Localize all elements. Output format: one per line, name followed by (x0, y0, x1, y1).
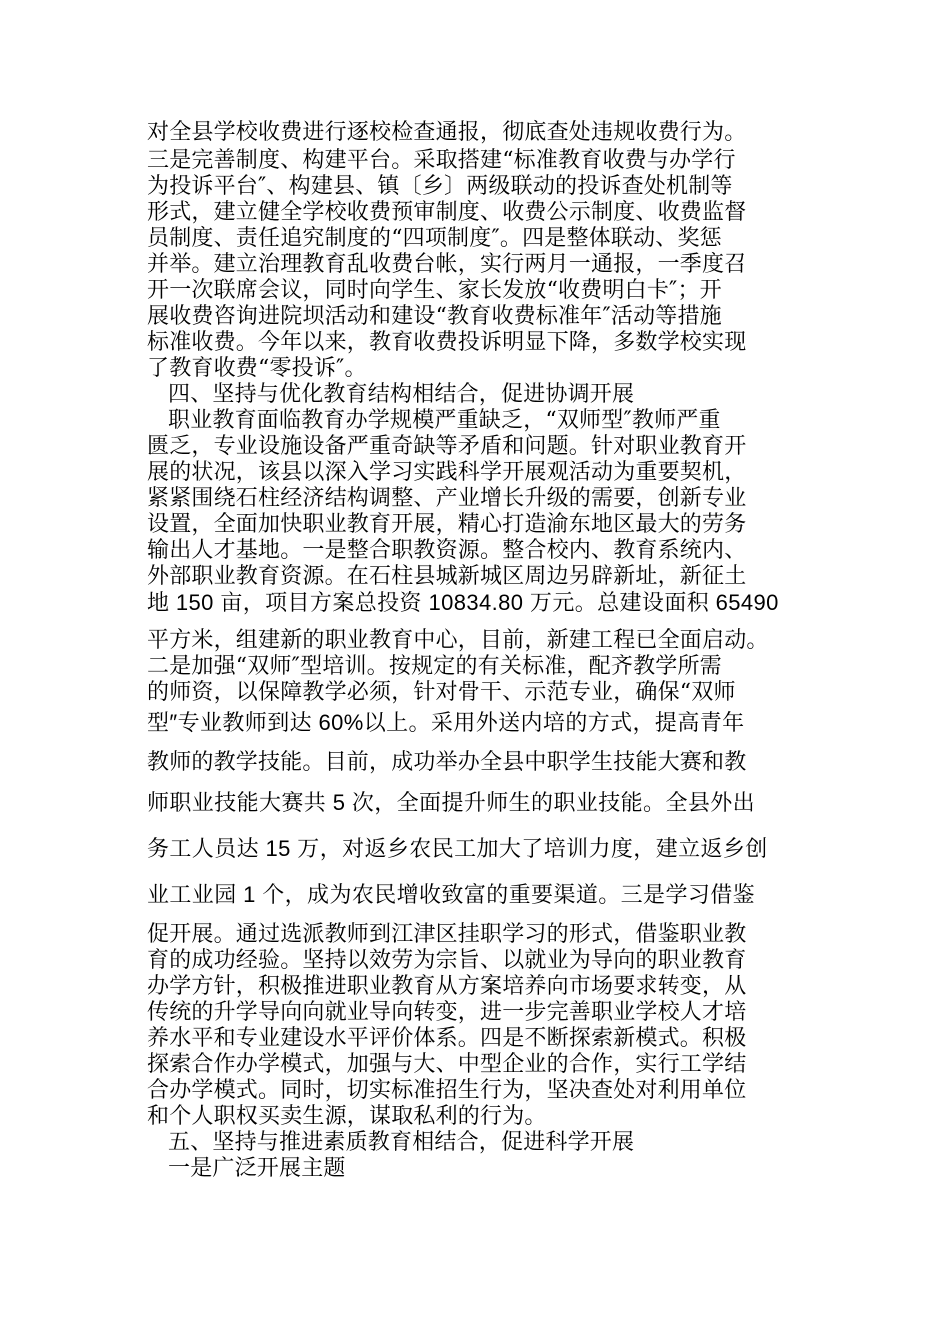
paragraph-line: 促开展。通过选派教师到江津区挂职学习的形式，借鉴职业教 (147, 922, 747, 947)
paragraph-line: 和个人职权买卖生源，谋取私利的行为。 (147, 1104, 547, 1129)
paragraph-line: 务工人员达 15 万，对返乡农民工加大了培训力度，建立返乡创 (147, 836, 768, 861)
paragraph-line: 三是完善制度、构建平台。采取搭建“标准教育收费与办学行 (147, 148, 736, 173)
paragraph-line: 紧紧围绕石柱经济结构调整、产业增长升级的需要，创新专业 (147, 486, 747, 511)
paragraph-line: 对全县学校收费进行逐校检查通报，彻底查处违规收费行为。 (147, 120, 747, 145)
paragraph-line: 并举。建立治理教育乱收费台帐，实行两月一通报，一季度召 (147, 252, 747, 277)
paragraph-line: 合办学模式。同时，切实标准招生行为，坚决查处对利用单位 (147, 1078, 747, 1103)
paragraph-line: 职业教育面临教育办学规模严重缺乏，“双师型″教师严重 (168, 408, 721, 433)
paragraph-line: 平方米，组建新的职业教育中心，目前，新建工程已全面启动。 (147, 628, 769, 653)
paragraph-line: 员制度、责任追究制度的“四项制度″。四是整体联动、奖惩 (147, 226, 722, 251)
paragraph-line: 传统的升学导向向就业导向转变，进一步完善职业学校人才培 (147, 1000, 747, 1025)
paragraph-line: 养水平和专业建设水平评价体系。四是不断探索新模式。积极 (147, 1026, 747, 1051)
paragraph-line: 地 150 亩，项目方案总投资 10834.80 万元。总建设面积 65490 (147, 590, 779, 615)
paragraph-line: 标准收费。今年以来，教育收费投诉明显下降，多数学校实现 (147, 330, 747, 355)
paragraph-line: 的师资，以保障教学必须，针对骨干、示范专业，确保“双师 (147, 680, 736, 705)
paragraph-line: 了教育收费“零投诉″。 (147, 356, 367, 381)
paragraph-line: 型″专业教师到达 60%以上。采用外送内培的方式，提高青年 (147, 710, 745, 735)
paragraph-line: 办学方针，积极推进职业教育从方案培养向市场要求转变，从 (147, 974, 747, 999)
paragraph-line: 教师的教学技能。目前，成功举办全县中职学生技能大赛和教 (147, 750, 747, 775)
paragraph-line: 匮乏，专业设施设备严重奇缺等矛盾和问题。针对职业教育开 (147, 434, 747, 459)
section-heading: 四、坚持与优化教育结构相结合，促进协调开展 (168, 382, 635, 407)
paragraph-line: 探索合作办学模式，加强与大、中型企业的合作，实行工学结 (147, 1052, 747, 1077)
paragraph-line: 外部职业教育资源。在石柱县城新城区周边另辟新址，新征土 (147, 564, 747, 589)
paragraph-line: 开一次联席会议，同时向学生、家长发放“收费明白卡″；开 (147, 278, 722, 303)
paragraph-line: 业工业园 1 个，成为农民增收致富的重要渠道。三是学习借鉴 (147, 882, 756, 907)
paragraph-line: 师职业技能大赛共 5 次，全面提升师生的职业技能。全县外出 (147, 790, 756, 815)
section-heading: 五、坚持与推进素质教育相结合，促进科学开展 (168, 1130, 635, 1155)
paragraph-line: 形式，建立健全学校收费预审制度、收费公示制度、收费监督 (147, 200, 747, 225)
paragraph-line: 展收费咨询进院坝活动和建设“教育收费标准年″活动等措施 (147, 304, 722, 329)
paragraph-line: 为投诉平台″、构建县、镇〔乡〕两级联动的投诉查处机制等 (147, 174, 733, 199)
paragraph-line: 育的成功经验。坚持以效劳为宗旨、以就业为导向的职业教育 (147, 948, 747, 973)
paragraph-line: 展的状况，该县以深入学习实践科学开展观活动为重要契机， (147, 460, 747, 485)
paragraph-line: 一是广泛开展主题 (168, 1156, 346, 1181)
paragraph-line: 输出人才基地。一是整合职教资源。整合校内、教育系统内、 (147, 538, 747, 563)
paragraph-line: 设置，全面加快职业教育开展，精心打造渝东地区最大的劳务 (147, 512, 747, 537)
paragraph-line: 二是加强“双师″型培训。按规定的有关标准，配齐教学所需 (147, 654, 722, 679)
